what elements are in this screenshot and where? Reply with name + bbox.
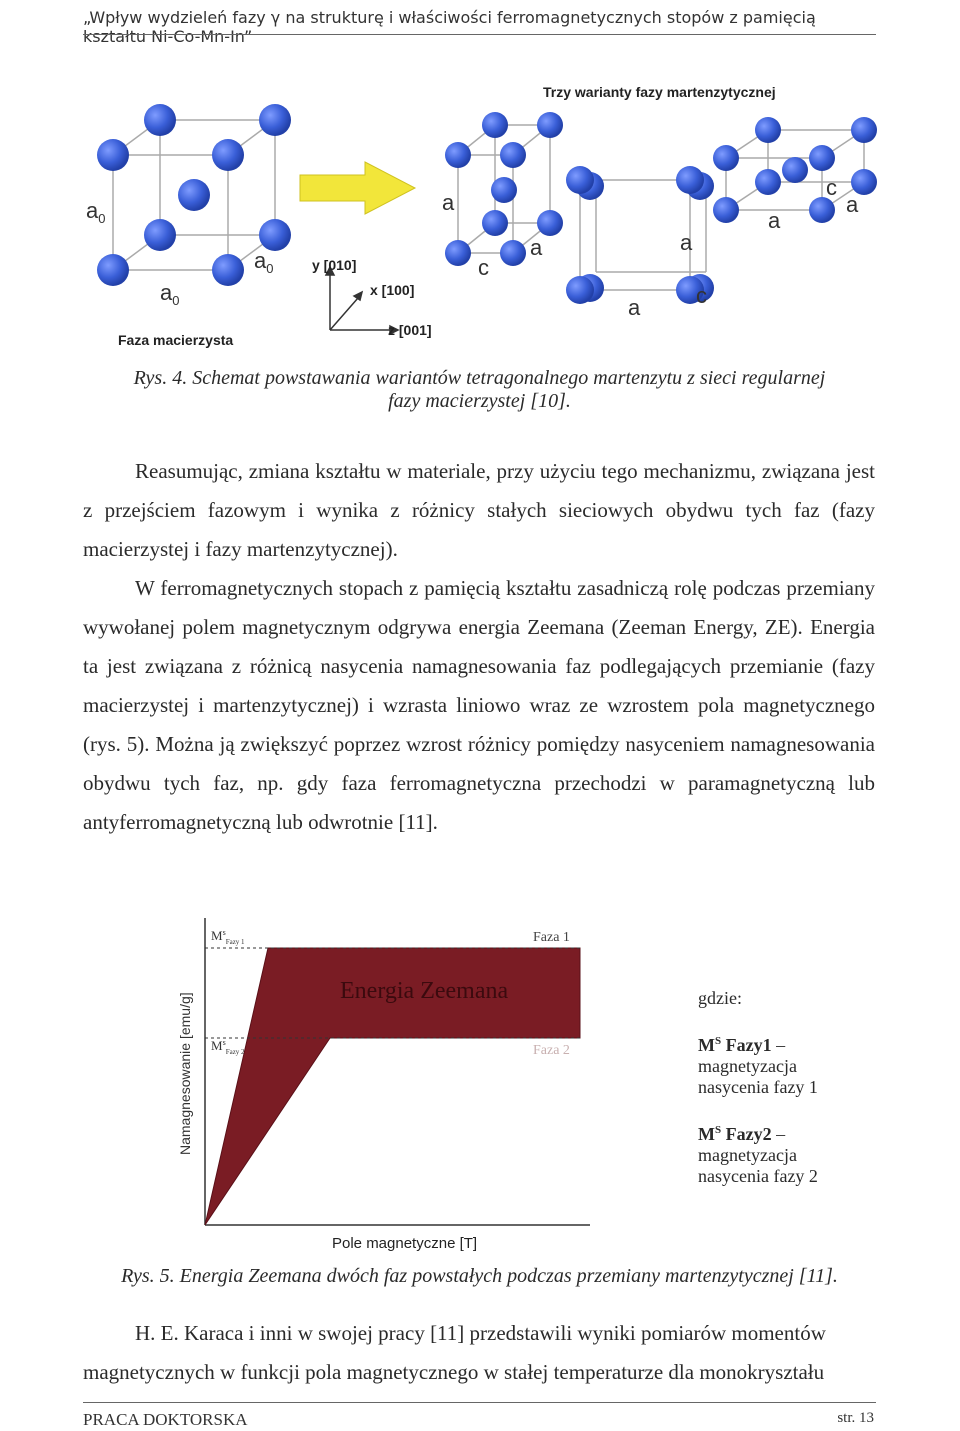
- svg-text:Faza 1: Faza 1: [533, 930, 570, 945]
- svg-text:c: c: [696, 283, 707, 308]
- svg-text:a: a: [680, 230, 693, 255]
- svg-text:y [010]: y [010]: [312, 257, 357, 273]
- figure-4-lattice: [80, 70, 890, 360]
- svg-text:a: a: [442, 190, 455, 215]
- page-number: str. 13: [837, 1410, 874, 1426]
- svg-text:a: a: [846, 192, 859, 217]
- svg-text:a0: $a_0$: [86, 198, 106, 226]
- svg-text:Energia Zeemana: Energia Zeemana: [340, 978, 509, 1004]
- svg-text:Namagnesowanie [emu/g]: Namagnesowanie [emu/g]: [177, 992, 193, 1155]
- svg-text:x [100]: x [100]: [370, 282, 415, 298]
- svg-text:z [001]: z [001]: [388, 322, 432, 338]
- parent-phase-label: Faza macierzysta: [118, 332, 234, 348]
- variants-title: Trzy warianty fazy martenzytycznej: [543, 84, 776, 100]
- footer-rule: [83, 1402, 876, 1403]
- figure-5-xlabel: Pole magnetyczne [T]: [332, 1235, 478, 1252]
- paragraph-3: H. E. Karaca i inni w swojej pracy [11] przedstawili wyniki pomiarów momentów magnetycznych w funkcji pola magnetycznego w stałej temperaturze dla monokryształu: [83, 1321, 826, 1384]
- running-header: „Wpływ wydzieleń fazy γ na strukturę i właściwości ferromagnetycznych stopów z pamięcią kształtu Ni-Co-Mn-In”: [83, 8, 816, 46]
- footer-title: PRACA DOKTORSKA: [83, 1410, 248, 1429]
- figure-5-caption: Rys. 5. Energia Zeemana dwóch faz powstałych podczas przemiany martenzytycznej [11].: [121, 1265, 838, 1287]
- svg-text:a: a: [530, 235, 543, 260]
- body-text: [83, 452, 875, 842]
- figure-4-caption: Rys. 4. Schemat powstawania wariantów tetragonalnego martenzytu z sieci regularnej fazy macierzystej [10].: [133, 367, 826, 412]
- paragraph-1: Reasumując, zmiana kształtu w materiale, przy użyciu tego mechanizmu, związana jest z przejściem fazowym i wynika z różnicy stałych sieciowych obydwu tych faz (fazy macierzystej i fazy martenzytycznej).: [83, 459, 875, 561]
- svg-text:Faza 2: Faza 2: [533, 1043, 570, 1058]
- svg-text:a0: $a_0$: [160, 280, 180, 308]
- svg-text:a0: $a_0$: [254, 248, 274, 276]
- svg-text:c: c: [826, 175, 837, 200]
- paragraph-2: W ferromagnetycznych stopach z pamięcią kształtu zasadniczą rolę podczas przemiany wywołanej polem magnetycznym odgrywa energia Zeemana (Zeeman Energy, ZE). Energia ta jest związana z różnicą nasycenia namagnesowania faz podlegających przemianie (fazy macierzystej i martenzytycznej) i wzrasta liniowo wraz ze wzrostem pola magnetycznego (rys. 5). Można ją zwiększyć poprzez wzrost różnicy pomiędzy nasyceniem namagnesowania obydwu tych faz, np. gdy faza ferromagnetyczna przechodzi w paramagnetyczną lub antyferromagnetyczną lub odwrotnie [11].: [83, 576, 875, 834]
- svg-text:a: a: [628, 295, 641, 320]
- figure-5-zeeman: [170, 910, 600, 1230]
- svg-text:a: a: [768, 208, 781, 233]
- header-rule: [83, 34, 876, 35]
- svg-text:MsFazy 2: $M^s_{Fazy 2}$: [211, 1038, 245, 1056]
- figure-5-legend: gdzie: $M^S$ Fazy1 – magnetyzacja nasycenia fazy 1 $M^S$ Fazy2 – magnetyzacja nasycenia fazy 2: [698, 988, 818, 1186]
- svg-text:c: c: [478, 255, 489, 280]
- transform-arrow: [300, 162, 415, 214]
- svg-text:MsFazy 1: $M^s_{Fazy 1}$: [211, 928, 245, 946]
